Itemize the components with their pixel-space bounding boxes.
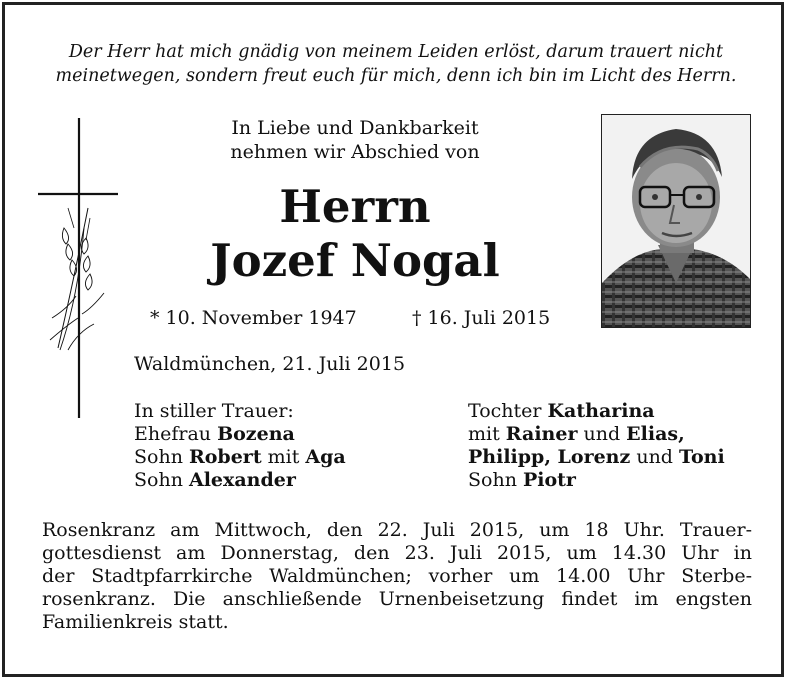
funeral-notice — [42, 519, 752, 634]
cross-with-wheat-icon — [38, 118, 122, 418]
birth-date: * 10. November 1947 — [150, 307, 357, 329]
notice-line-1: Rosenkranz am Mittwoch, den 22. Juli 2015, um 18 Uhr. Trauer- — [42, 519, 752, 541]
portrait-image — [602, 115, 750, 327]
full-name: Jozef Nogal — [210, 234, 500, 287]
death-date: † 16. Juli 2015 — [412, 307, 551, 329]
notice-line-2: gottesdienst am Donnerstag, den 23. Juli 2015, um 14.30 Uhr in — [42, 542, 752, 564]
notice-line-4: rosenkranz. Die anschließende Urnenbeisetzung findet im engsten — [42, 588, 752, 610]
mourners-right — [468, 400, 725, 492]
bible-quote — [40, 40, 752, 88]
intro-line-1: In Liebe und Dankbarkeit — [231, 117, 479, 139]
farewell-intro — [140, 116, 570, 164]
notice-line-5: Familienkreis statt. — [42, 611, 229, 633]
mourner-line: Philipp, Lorenz und Toni — [468, 446, 725, 468]
mourner-line: mit Rainer und Elias, — [468, 423, 685, 445]
portrait-photo — [601, 114, 751, 328]
salutation: Herrn — [279, 180, 431, 233]
mourner-line: Sohn Alexander — [134, 469, 296, 491]
mourner-line: Ehefrau Bozena — [134, 423, 295, 445]
place-and-date: Waldmünchen, 21. Juli 2015 — [134, 353, 406, 375]
quote-line-2: meinetwegen, sondern freut euch für mich, denn ich bin im Licht des Herrn. — [55, 66, 737, 86]
mourner-line: Sohn Piotr — [468, 469, 576, 491]
mourner-line: In stiller Trauer: — [134, 400, 294, 422]
mourner-line: Sohn Robert mit Aga — [134, 446, 346, 468]
notice-line-3: der Stadtpfarrkirche Waldmünchen; vorher um 14.00 Uhr Sterbe- — [42, 565, 752, 587]
deceased-name — [140, 180, 570, 288]
intro-line-2: nehmen wir Abschied von — [230, 141, 480, 163]
mourners-left — [134, 400, 346, 492]
quote-line-1: Der Herr hat mich gnädig von meinem Leiden erlöst, darum trauert nicht — [68, 42, 724, 62]
mourner-line: Tochter Katharina — [468, 400, 655, 422]
